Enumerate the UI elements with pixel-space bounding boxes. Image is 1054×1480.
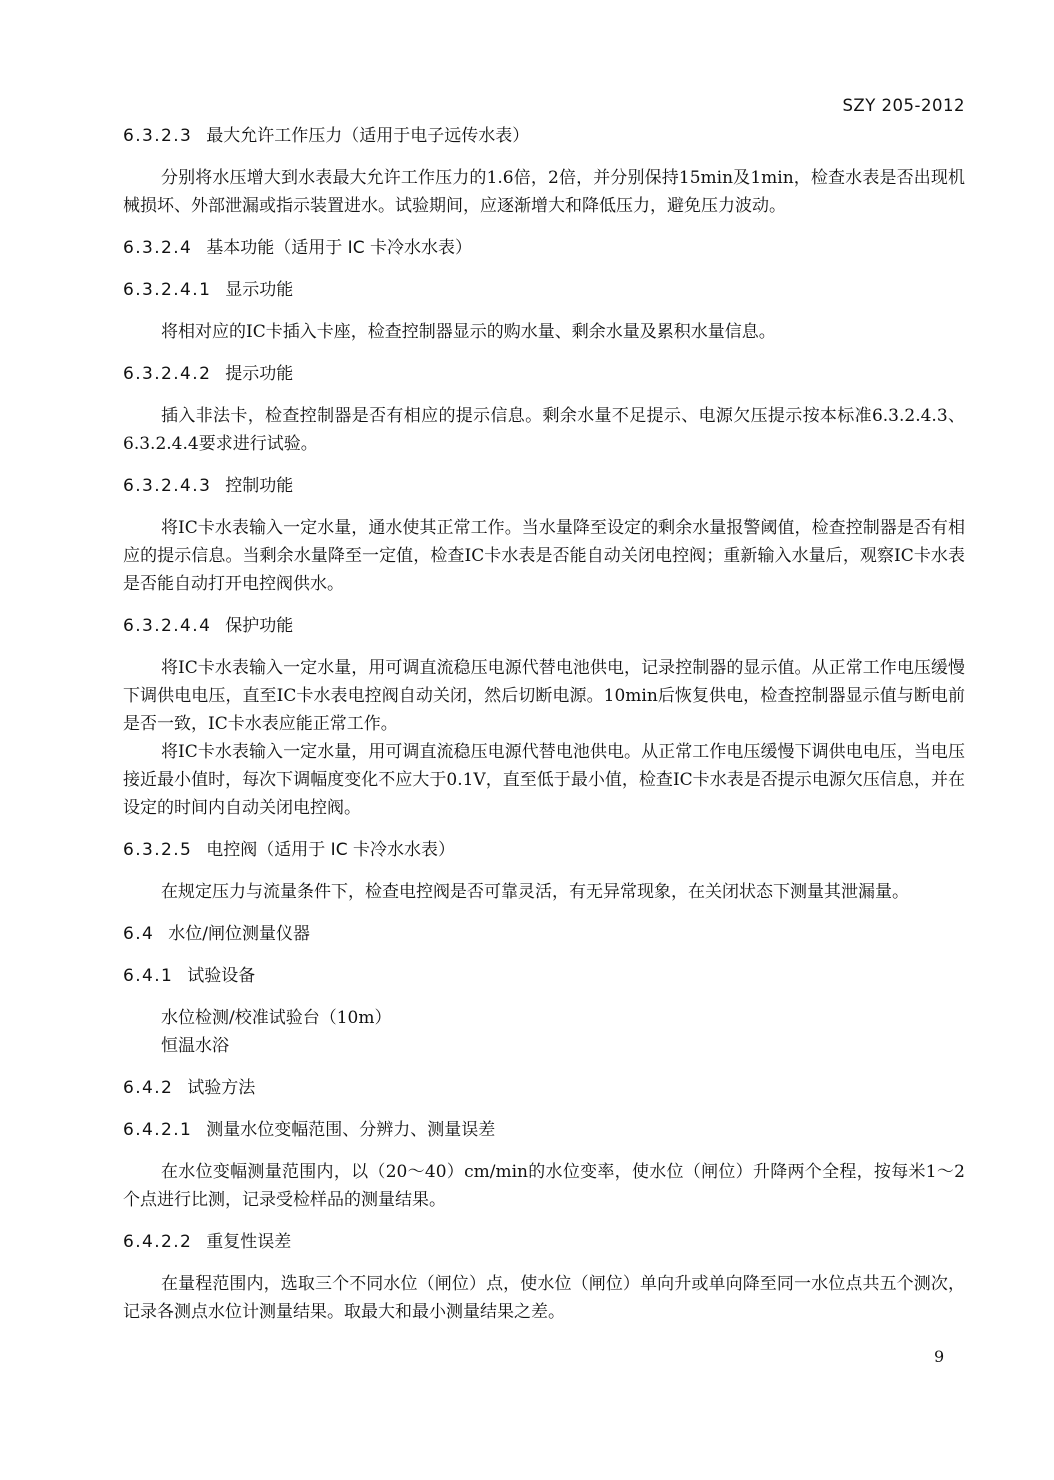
paragraph-6-3-2-5: 在规定压力与流量条件下，检查电控阀是否可靠灵活，有无异常现象，在关闭状态下测量其泄漏量。 — [161, 882, 909, 902]
section-title: 基本功能（适用于 IC 卡冷水水表） — [206, 238, 472, 258]
paragraph-6-3-2-4-2: 插入非法卡，检查控制器是否有相应的提示信息。剩余水量不足提示、电源欠压提示按本标准6.3.2.4.3、6.3.2.4.4要求进行试验。 — [123, 406, 965, 454]
section-heading-6-4-2-1 — [123, 1116, 965, 1144]
section-number: 6.4.2 — [123, 1078, 174, 1098]
section-title: 试验方法 — [187, 1078, 256, 1098]
section-heading-6-4-2-2 — [123, 1228, 965, 1256]
equipment-item: 水位检测/校准试验台（10m） — [161, 1008, 392, 1028]
paragraph-6-3-2-4-3: 将IC卡水表输入一定水量，通水使其正常工作。当水量降至设定的剩余水量报警阈值，检查控制器是否有相应的提示信息。当剩余水量降至一定值，检查IC卡水表是否能自动关闭电控阀；重新输入水量后，观察IC卡水表是否能自动打开电控阀供水。 — [123, 518, 965, 594]
section-heading-6-3-2-3 — [123, 122, 965, 150]
section-number: 6.3.2.3 — [123, 126, 193, 146]
section-number: 6.4.2.2 — [123, 1232, 193, 1252]
paragraph-6-3-2-3: 分别将水压增大到水表最大允许工作压力的1.6倍，2倍，并分别保持15min及1min，检查水表是否出现机械损坏、外部泄漏或指示装置进水。试验期间，应逐渐增大和降低压力，避免压力波动。 — [123, 168, 965, 216]
section-number: 6.3.2.4.4 — [123, 616, 212, 636]
section-title: 控制功能 — [225, 476, 294, 496]
page-number: 9 — [934, 1347, 945, 1366]
section-number: 6.4.1 — [123, 966, 174, 986]
equipment-item: 恒温水浴 — [161, 1036, 229, 1056]
section-heading-6-3-2-4-2 — [123, 360, 965, 388]
paragraph-6-4-2-2: 在量程范围内，选取三个不同水位（闸位）点，使水位（闸位）单向升或单向降至同一水位点共五个测次，记录各测点水位计测量结果。取最大和最小测量结果之差。 — [123, 1274, 965, 1322]
page-body — [123, 122, 965, 1340]
paragraph-6-3-2-4-4-b: 将IC卡水表输入一定水量，用可调直流稳压电源代替电池供电。从正常工作电压缓慢下调供电电压，当电压接近最小值时，每次下调幅度变化不应大于0.1V，直至低于最小值，检查IC卡水表是否提示电源欠压信息，并在设定的时间内自动关闭电控阀。 — [123, 742, 965, 818]
section-number: 6.3.2.4.2 — [123, 364, 212, 384]
section-number: 6.3.2.4 — [123, 238, 193, 258]
section-title: 提示功能 — [225, 364, 294, 384]
paragraph-6-3-2-4-1: 将相对应的IC卡插入卡座，检查控制器显示的购水量、剩余水量及累积水量信息。 — [161, 322, 776, 342]
section-number: 6.3.2.5 — [123, 840, 193, 860]
paragraph-6-4-2-1: 在水位变幅测量范围内，以（20～40）cm/min的水位变率，使水位（闸位）升降两个全程，按每米1～2个点进行比测，记录受检样品的测量结果。 — [123, 1162, 965, 1210]
section-heading-6-4-2 — [123, 1074, 965, 1102]
section-title: 最大允许工作压力（适用于电子远传水表） — [206, 126, 530, 146]
section-heading-6-3-2-5 — [123, 836, 965, 864]
section-number: 6.4.2.1 — [123, 1120, 193, 1140]
section-title: 测量水位变幅范围、分辨力、测量误差 — [206, 1120, 496, 1140]
section-heading-6-4 — [123, 920, 965, 948]
section-heading-6-3-2-4-3 — [123, 472, 965, 500]
section-title: 保护功能 — [225, 616, 294, 636]
section-number: 6.3.2.4.3 — [123, 476, 212, 496]
section-title: 电控阀（适用于 IC 卡冷水水表） — [206, 840, 455, 860]
section-heading-6-4-1 — [123, 962, 965, 990]
section-title: 重复性误差 — [206, 1232, 292, 1252]
section-heading-6-3-2-4-4 — [123, 612, 965, 640]
document-code: SZY 205-2012 — [842, 96, 965, 115]
section-title: 水位/闸位测量仪器 — [168, 924, 310, 944]
section-title: 显示功能 — [225, 280, 294, 300]
section-title: 试验设备 — [187, 966, 256, 986]
paragraph-6-3-2-4-4-a: 将IC卡水表输入一定水量，用可调直流稳压电源代替电池供电，记录控制器的显示值。从正常工作电压缓慢下调供电电压，直至IC卡水表电控阀自动关闭，然后切断电源。10min后恢复供电，检查控制器显示值与断电前是否一致，IC卡水表应能正常工作。 — [123, 658, 965, 734]
section-number: 6.4 — [123, 924, 155, 944]
section-heading-6-3-2-4-1 — [123, 276, 965, 304]
section-heading-6-3-2-4 — [123, 234, 965, 262]
section-number: 6.3.2.4.1 — [123, 280, 212, 300]
